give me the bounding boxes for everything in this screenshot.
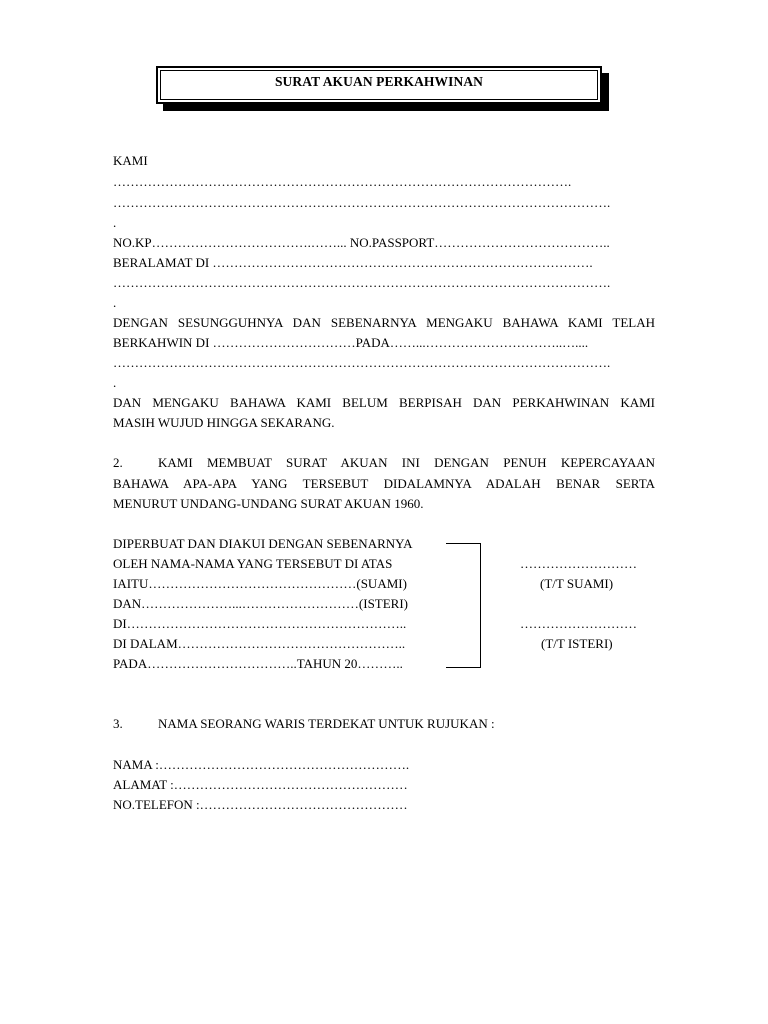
kami-label: KAMI — [113, 153, 148, 168]
attestation-bracket — [446, 543, 481, 668]
next-of-kin-name-line: NAMA :…………………………………………………. — [113, 757, 410, 772]
husband-name-line: IAITU…………………………………………(SUAMI) — [113, 576, 407, 591]
declaration-text-line: DAN MENGAKU BAHAWA KAMI BELUM BERPISAH DAN PERKAHWINAN KAMI — [113, 395, 655, 410]
declaration-text-line: DENGAN SESUNGGUHNYA DAN SEBENARNYA MENGAKU BAHAWA KAMI TELAH — [113, 315, 655, 330]
married-dots-line: ……………………………………………………………………………………………………. — [113, 355, 611, 370]
continuation-dot: . — [113, 215, 117, 230]
name-dots-line-1: ……………………………………………………………………………………………. — [113, 174, 572, 189]
attestation-line: OLEH NAMA-NAMA YANG TERSEBUT DI ATAS — [113, 556, 393, 571]
title-box — [156, 66, 602, 104]
next-of-kin-phone-line: NO.TELEFON :………………………………………… — [113, 797, 408, 812]
wife-name-line: DAN…………………...………………………(ISTERI) — [113, 596, 409, 611]
attestation-line: DIPERBUAT DAN DIAKUI DENGAN SEBENARNYA — [113, 536, 413, 551]
page-title: SURAT AKUAN PERKAHWINAN — [274, 74, 484, 89]
next-of-kin-address-line: ALAMAT :……………………………………………… — [113, 777, 408, 792]
husband-signature-label: (T/T SUAMI) — [540, 576, 614, 591]
section-2-number: 2. — [113, 455, 123, 470]
wife-signature-label: (T/T ISTERI) — [541, 636, 613, 651]
nokp-passport-line: NO.KP……………………………….……... NO.PASSPORT………………………………….. — [113, 235, 610, 250]
section-3-heading: NAMA SEORANG WARIS TERDEKAT UNTUK RUJUKAN : — [158, 716, 495, 731]
section-2-text-line: MENURUT UNDANG-UNDANG SURAT AKUAN 1960. — [113, 496, 424, 511]
section-2-text-line: KAMI MEMBUAT SURAT AKUAN INI DENGAN PENUH KEPERCAYAAN — [158, 455, 655, 470]
wife-signature-dots: ……………………… — [520, 616, 637, 631]
continuation-dot: . — [113, 295, 117, 310]
continuation-dot: . — [113, 375, 117, 390]
place-line: DI……………………………………………………….. — [113, 616, 407, 631]
address-dots-line: ……………………………………………………………………………………………………. — [113, 275, 611, 290]
name-dots-line-2: ……………………………………………………………………………………………………. — [113, 195, 611, 210]
husband-signature-dots: ……………………… — [520, 556, 637, 571]
married-at-line: BERKAHWIN DI ……………………………PADA……...…………………………..….... — [113, 335, 589, 350]
declaration-text-line: MASIH WUJUD HINGGA SEKARANG. — [113, 415, 335, 430]
section-2-text-line: BAHAWA APA-APA YANG TERSEBUT DIDALAMNYA ADALAH BENAR SERTA — [113, 476, 655, 491]
district-line: DI DALAM…………………………………………….. — [113, 636, 406, 651]
section-3-number: 3. — [113, 716, 123, 731]
date-year-line: PADA……………………………..TAHUN 20……….. — [113, 656, 403, 671]
address-line: BERALAMAT DI ……………………………………………………………………………. — [113, 255, 593, 270]
